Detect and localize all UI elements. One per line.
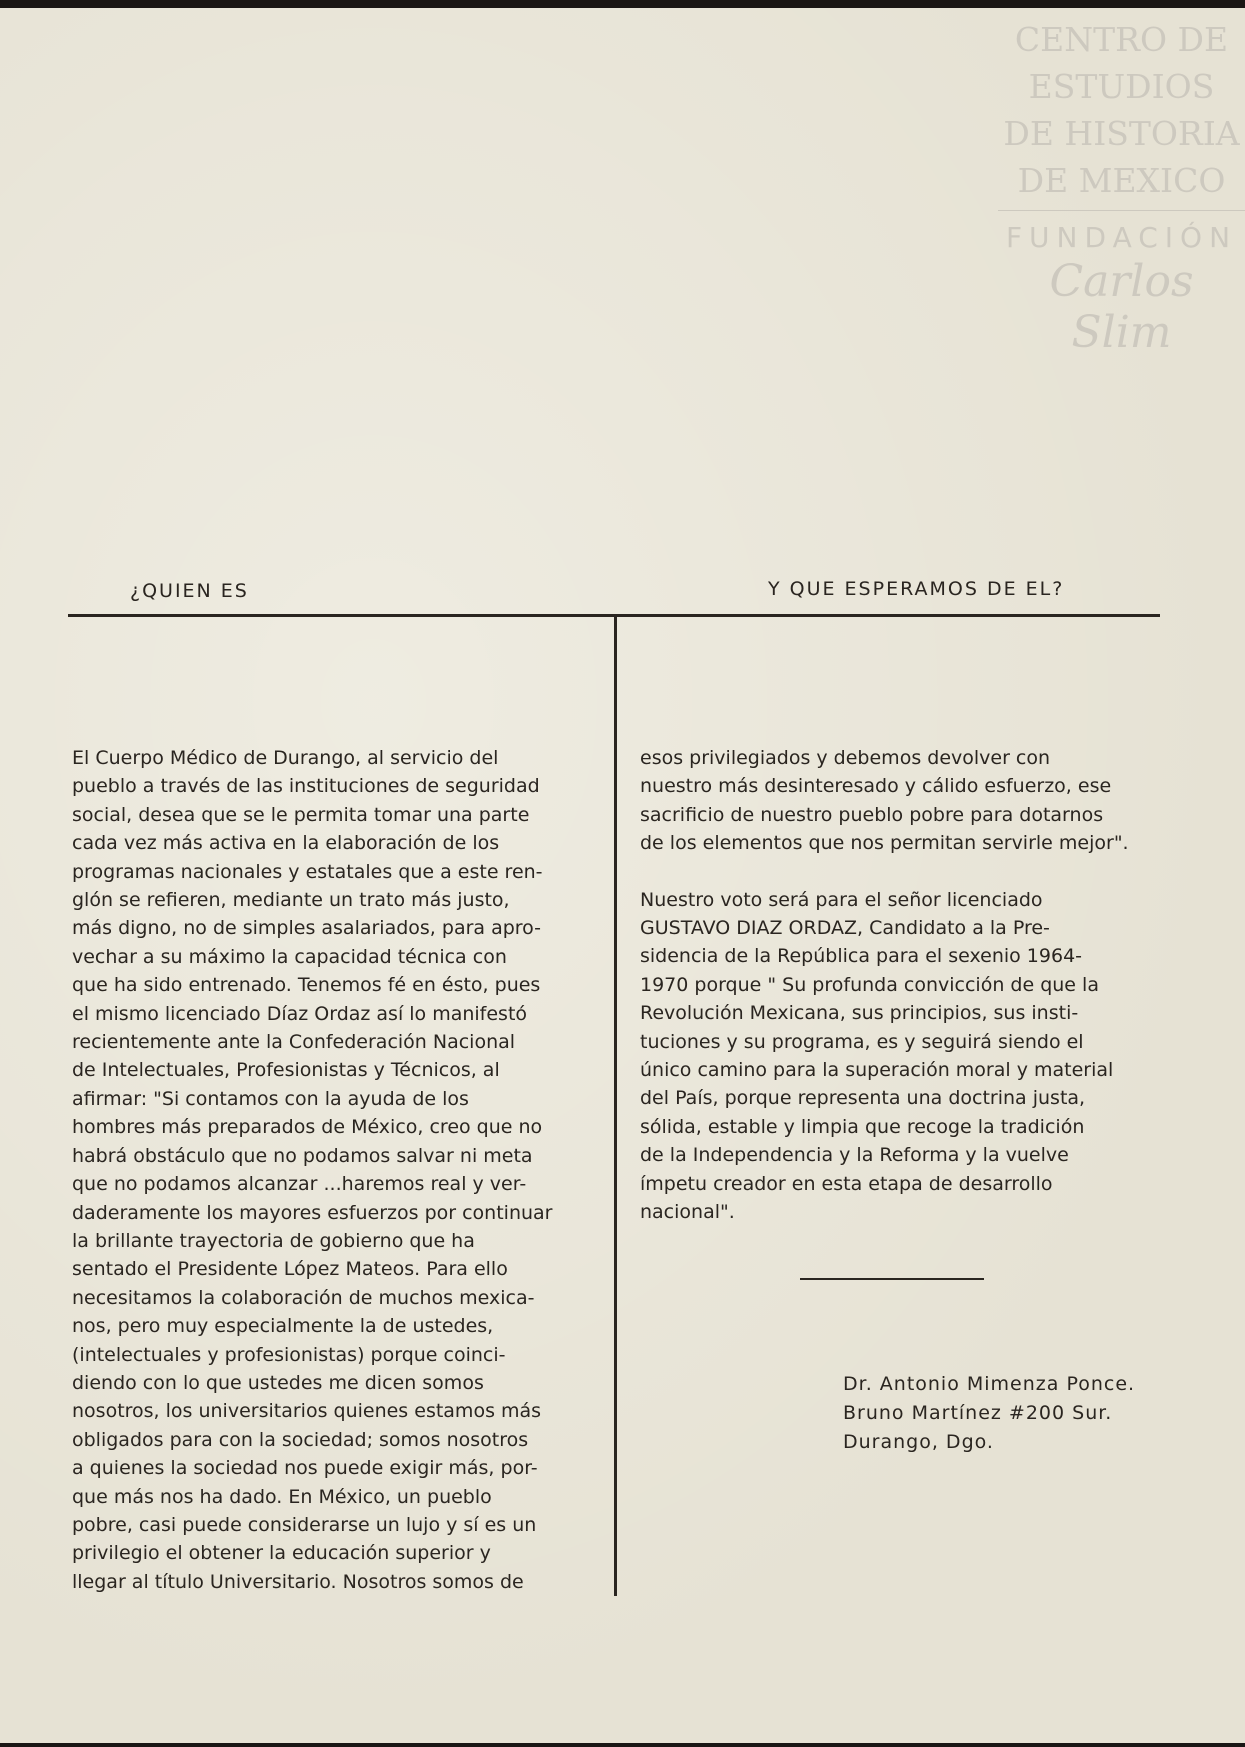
document-page (0, 8, 1245, 1743)
text-line: vechar a su máximo la capacidad técnica con (72, 945, 507, 968)
text-line: sidencia de la República para el sexenio 1964- (640, 945, 1083, 968)
text-line: sentado el Presidente López Mateos. Para ello (72, 1258, 508, 1281)
text-line: tuciones y su programa, es y seguirá siendo el (640, 1030, 1084, 1053)
text-line: nuestro más desinteresado y cálido esfuerzo, ese (640, 775, 1112, 798)
signature-rule (800, 1278, 984, 1280)
text-line: social, desea que se le permita tomar una parte (72, 803, 530, 826)
text-line: llegar al título Universitario. Nosotros somos de (72, 1570, 524, 1593)
left-column-text (72, 744, 600, 1596)
text-line: GUSTAVO DIAZ ORDAZ, Candidato a la Pre- (640, 917, 1050, 940)
text-line: sólida, estable y limpia que recoge la tradición (640, 1115, 1085, 1138)
text-line: daderamente los mayores esfuerzos por continuar (72, 1201, 553, 1224)
watermark-divider (998, 210, 1245, 211)
signature-address: Bruno Martínez #200 Sur. (843, 1402, 1113, 1424)
right-paragraph-2 (640, 886, 1160, 1227)
text-line: hombres más preparados de México, creo que no (72, 1116, 543, 1139)
text-line: pobre, casi puede considerarse un lujo y sí es un (72, 1513, 537, 1536)
text-line: del País, porque representa una doctrina justa, (640, 1087, 1086, 1110)
signature-name: Dr. Antonio Mimenza Ponce. (843, 1373, 1136, 1395)
text-line: sacrificio de nuestro pueblo pobre para dotarnos (640, 803, 1104, 826)
watermark-line: CENTRO DE (1014, 20, 1229, 59)
text-line: único camino para la superación moral y material (640, 1059, 1114, 1082)
archive-watermark (998, 16, 1245, 358)
text-line: glón se refieren, mediante un trato más justo, (72, 889, 510, 912)
text-line: que no podamos alcanzar ...haremos real y ver- (72, 1173, 527, 1196)
text-line: nosotros, los universitarios quienes estamos más (72, 1400, 542, 1423)
text-line: que más nos ha dado. En México, un pueblo (72, 1485, 492, 1508)
text-line: de Intelectuales, Profesionistas y Técnicos, al (72, 1059, 500, 1082)
heading-question-start: ¿QUIEN ES (130, 580, 249, 602)
text-line: esos privilegiados y debemos devolver con (640, 747, 1051, 769)
text-line: programas nacionales y estatales que a este ren- (72, 860, 543, 883)
text-line: nos, pero muy especialmente la de ustedes, (72, 1315, 494, 1338)
watermark-signature-logo: Carlos Slim (1049, 256, 1194, 358)
text-line: diendo con lo que ustedes me dicen somos (72, 1371, 484, 1394)
text-line: recientemente ante la Confederación Nacional (72, 1031, 516, 1054)
text-line: de la Independencia y la Reforma y la vuelve (640, 1144, 1069, 1167)
text-line: el mismo licenciado Díaz Ordaz así lo manifestó (72, 1002, 528, 1025)
right-paragraph-1 (640, 744, 1160, 858)
text-line: obligados para con la sociedad; somos nosotros (72, 1428, 529, 1451)
column-divider (614, 616, 617, 1596)
text-line: Revolución Mexicana, sus principios, sus insti- (640, 1002, 1079, 1025)
signature-block (843, 1370, 1135, 1457)
text-line: que ha sido entrenado. Tenemos fé en ésto, pues (72, 974, 541, 997)
watermark-fundacion: FUNDACIÓN (1005, 221, 1238, 254)
text-line: pueblo a través de las instituciones de seguridad (72, 775, 540, 798)
text-line: habrá obstáculo que no podamos salvar ni meta (72, 1144, 533, 1167)
watermark-line: DE HISTORIA (1003, 114, 1240, 153)
text-line: Nuestro voto será para el señor licenciado (640, 888, 1043, 911)
text-line: la brillante trayectoria de gobierno que ha (72, 1229, 475, 1252)
text-line: a quienes la sociedad nos puede exigir más, por- (72, 1457, 538, 1480)
heading-question-end: Y QUE ESPERAMOS DE EL? (768, 578, 1065, 600)
text-line: El Cuerpo Médico de Durango, al servicio del (72, 747, 499, 769)
text-line: privilegio el obtener la educación superior y (72, 1542, 491, 1565)
text-line: 1970 porque " Su profunda convicción de que la (640, 973, 1099, 996)
text-line: necesitamos la colaboración de muchos mexica- (72, 1286, 535, 1309)
text-line: ímpetu creador en esta etapa de desarrollo (640, 1172, 1053, 1195)
text-line: cada vez más activa en la elaboración de los (72, 832, 500, 855)
watermark-line: ESTUDIOS (1028, 67, 1215, 106)
signature-city: Durango, Dgo. (843, 1431, 994, 1453)
text-line: afirmar: "Si contamos con la ayuda de los (72, 1087, 469, 1110)
text-line: de los elementos que nos permitan servirle mejor". (640, 832, 1129, 855)
text-line: (intelectuales y profesionistas) porque coinci- (72, 1343, 506, 1366)
right-column-text (640, 744, 1160, 1227)
text-line: nacional". (640, 1201, 735, 1224)
watermark-line: DE MEXICO (1017, 161, 1226, 200)
paragraph-gap (640, 858, 1160, 886)
text-line: más digno, no de simples asalariados, para apro- (72, 917, 542, 940)
